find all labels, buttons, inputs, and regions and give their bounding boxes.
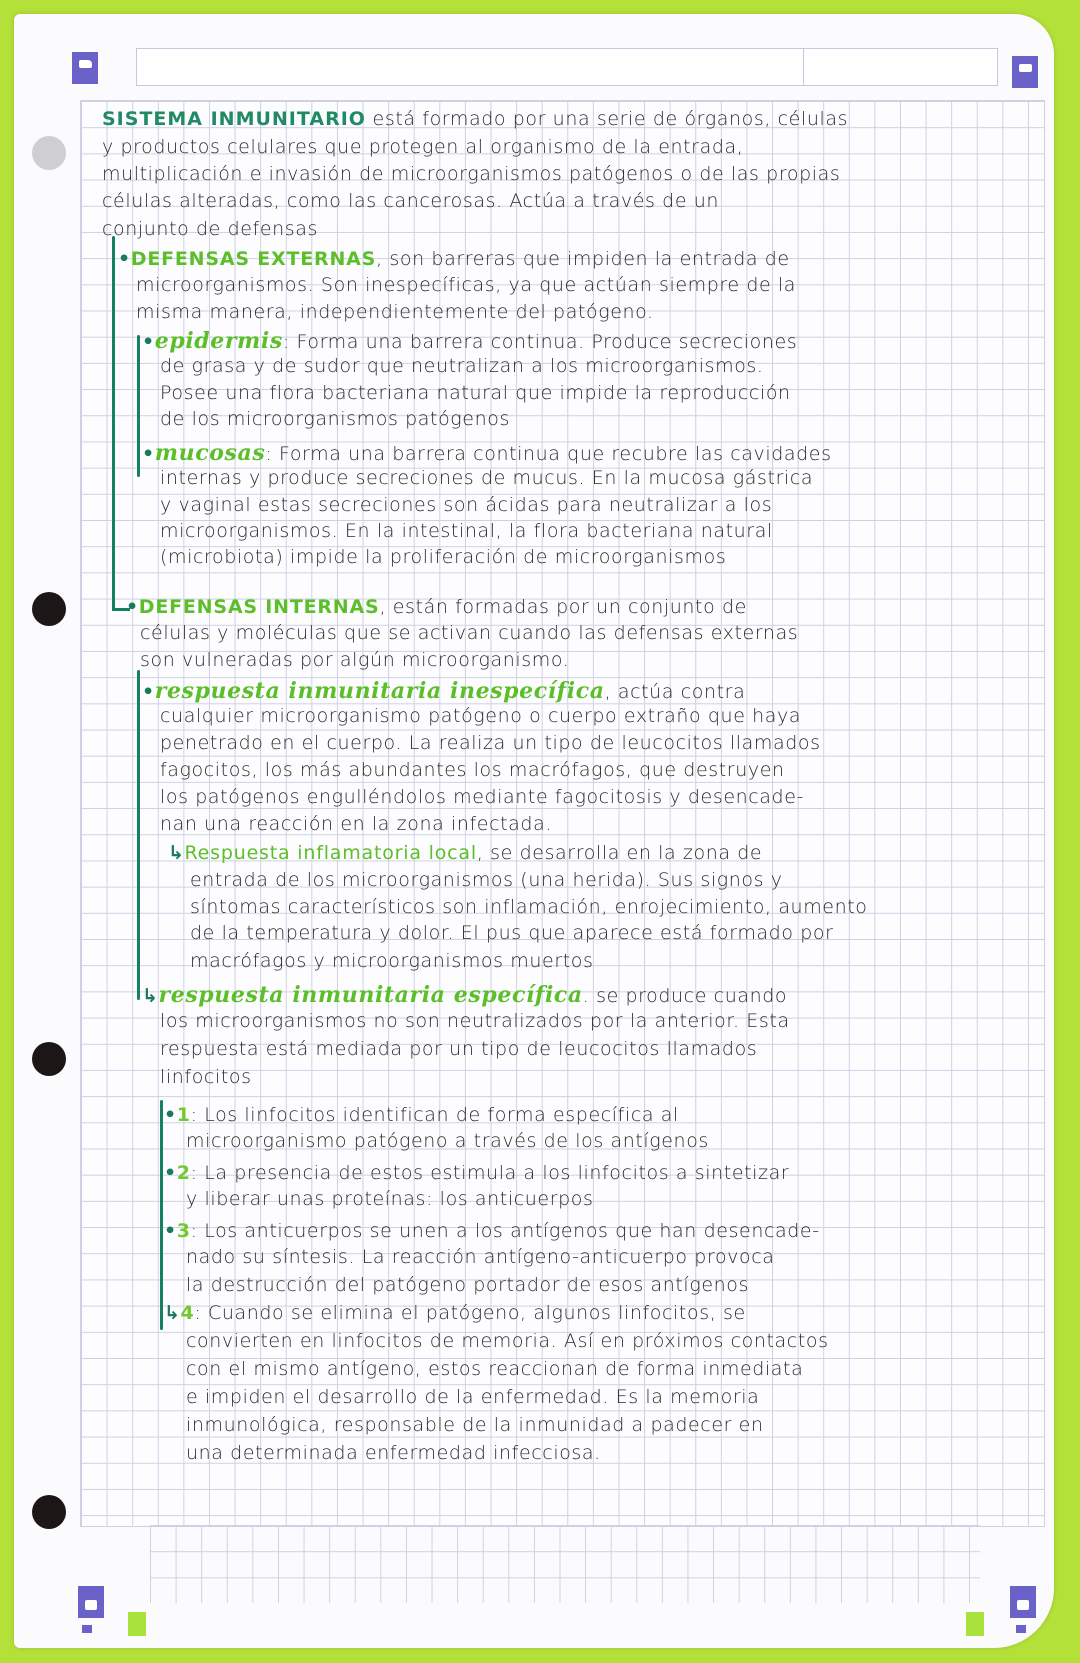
main-title: SISTEMA INMUNITARIO [102,108,366,130]
arrow-icon: • [142,681,155,703]
mucosas-line: •mucosas: Forma una barrera continua que recubre las cavidades [142,440,832,466]
internas-line: células y moléculas que se activan cuando las defensas externas [140,622,799,644]
step-line: convierten en linfocitos de memoria. Así en próximos contactos [186,1330,829,1352]
step-number: 1 [176,1104,191,1126]
inespecifica-line: nan una reacción en la zona infectada. [160,813,552,835]
mucosas-line: internas y produce secreciones de mucus. En la mucosa gástrica [160,467,814,489]
externas-line: microorganismos. Son inespecíficas, ya que actúan siempre de la [136,274,797,296]
arrow-icon: • [164,1104,177,1126]
step-1: •1: Los linfocitos identifican de forma específica al [164,1104,679,1126]
punch-hole [32,136,66,170]
corner-bracket-icon [1010,1586,1036,1618]
step-number: 2 [176,1162,191,1184]
especifica-line: linfocitos [160,1066,252,1088]
intro-line: multiplicación e invasión de microorganismos patógenos o de las propias [102,163,841,185]
intro-line: SISTEMA INMUNITARIO está formado por una serie de órganos, células [102,108,849,130]
mucosas-line: y vaginal estas secreciones son ácidas para neutralizar a los [160,494,773,516]
punch-hole [32,1495,66,1529]
externas-line: •DEFENSAS EXTERNAS, son barreras que impiden la entrada de [118,248,790,270]
bracket-line [137,335,140,477]
bracket-line [137,670,140,1000]
punch-hole [32,1042,66,1076]
inflamatoria-line: de la temperatura y dolor. El pus que aparece está formado por [190,922,834,944]
epidermis-line: •epidermis: Forma una barrera continua. Produce secreciones [142,328,798,354]
especifica-line: respuesta está mediada por un tipo de leucocitos llamados [160,1038,758,1060]
arrow-icon: ↳ [164,1302,181,1324]
arrow-icon: • [126,596,139,618]
heading-epidermis: epidermis [154,328,283,354]
step-line: inmunológica, responsable de la inmunidad a padecer en [186,1414,764,1436]
arrow-icon: ↳ [142,985,159,1007]
step-4: ↳4: Cuando se elimina el patógeno, algunos linfocitos, se [164,1302,746,1324]
step-line: nado su síntesis. La reacción antígeno-anticuerpo provoca [186,1246,775,1268]
step-number: 3 [176,1220,191,1242]
heading-respuesta-inespecifica: respuesta inmunitaria inespecífica [154,678,605,704]
inespecifica-line: los patógenos engulléndolos mediante fagocitosis y desencade- [160,786,804,808]
corner-bracket-icon [72,52,98,84]
arrow-icon: • [142,443,155,465]
inflamatoria-line: macrófagos y microorganismos muertos [190,950,594,972]
arrow-icon: • [164,1162,177,1184]
heading-respuesta-especifica: respuesta inmunitaria específica [158,982,583,1008]
step-2: •2: La presencia de estos estimula a los linfocitos a sintetizar [164,1162,790,1184]
corner-bracket-icon [1012,56,1038,88]
inflamatoria-line: ↳Respuesta inflamatoria local, se desarrolla en la zona de [168,842,763,864]
step-line: una determinada enfermedad infecciosa. [186,1442,601,1464]
inespecifica-line: penetrado en el cuerpo. La realiza un tipo de leucocitos llamados [160,732,821,754]
inespecifica-line: •respuesta inmunitaria inespecífica, actúa contra [142,678,746,704]
arrow-icon: ↳ [168,842,185,864]
epidermis-line: Posee una flora bacteriana natural que impide la reproducción [160,382,791,404]
arrow-icon: • [118,248,131,270]
corner-bracket-icon [78,1586,104,1618]
step-number: 4 [180,1302,195,1324]
heading-mucosas: mucosas [154,440,266,466]
inflamatoria-line: entrada de los microorganismos (una herida). Sus signos y [190,869,783,891]
externas-line: misma manera, independientemente del patógeno. [136,301,654,323]
step-line: e impiden el desarrollo de la enfermedad. Es la memoria [186,1386,760,1408]
step-line: con el mismo antígeno, estos reaccionan de forma inmediata [186,1358,804,1380]
page-marker [1016,1625,1026,1633]
inespecifica-line: fagocitos, los más abundantes los macrófagos, que destruyen [160,759,785,781]
mucosas-line: (microbiota) impide la proliferación de microorganismos [160,546,727,568]
inespecifica-line: cualquier microorganismo patógeno o cuerpo extraño que haya [160,705,802,727]
internas-line: •DEFENSAS INTERNAS, están formadas por un conjunto de [126,596,747,618]
epidermis-line: de grasa y de sudor que neutralizan a los microorganismos. [160,355,764,377]
green-tab [966,1612,984,1636]
punch-hole [32,592,66,626]
internas-line: son vulneradas por algún microorganismo. [140,649,570,671]
intro-line: y productos celulares que protegen al organismo de la entrada, [102,136,744,158]
arrow-icon: • [142,331,155,353]
step-line: y liberar unas proteínas: los anticuerpos [186,1188,594,1210]
bracket-line [160,1100,163,1330]
grid-area-bottom [150,1525,980,1603]
inflamatoria-line: síntomas característicos son inflamación, enrojecimiento, aumento [190,896,868,918]
page-marker [82,1625,92,1633]
especifica-line: los microorganismos no son neutralizados por la anterior. Esta [160,1010,790,1032]
epidermis-line: de los microorganismos patógenos [160,408,510,430]
step-line: microorganismo patógeno a través de los antígenos [186,1130,709,1152]
green-tab [128,1612,146,1636]
bracket-line [112,236,115,610]
intro-line: células alteradas, como las cancerosas. Actúa a través de un [102,190,720,212]
step-line: la destrucción del patógeno portador de esos antígenos [186,1274,749,1296]
heading-defensas-internas: DEFENSAS INTERNAS [138,596,380,618]
mucosas-line: microorganismos. En la intestinal, la flora bacteriana natural [160,520,773,542]
arrow-icon: • [164,1220,177,1242]
header-box [136,48,998,86]
especifica-line: ↳respuesta inmunitaria específica. se produce cuando [142,982,788,1008]
heading-respuesta-inflamatoria: Respuesta inflamatoria local [184,842,477,864]
heading-defensas-externas: DEFENSAS EXTERNAS [130,248,377,270]
step-3: •3: Los anticuerpos se unen a los antígenos que han desencade- [164,1220,820,1242]
intro-line: conjunto de defensas [102,218,318,240]
